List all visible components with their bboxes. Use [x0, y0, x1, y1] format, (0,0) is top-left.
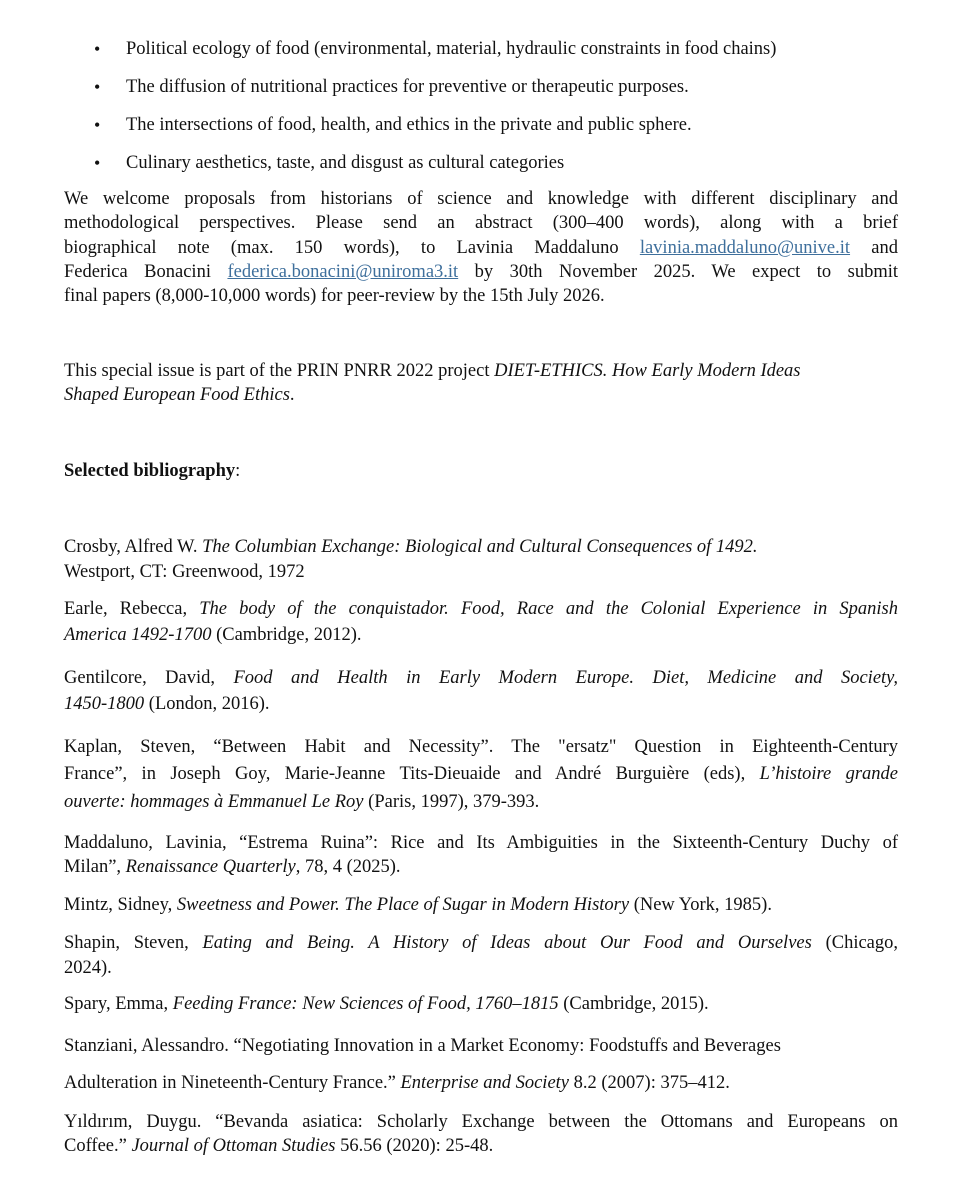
bib-line: Kaplan, Steven, “Between Habit and Necessity”. The "ersatz" Question in Eighteenth-Century — [64, 737, 898, 757]
bib-line — [64, 790, 539, 814]
bib-line: 2024). — [64, 958, 112, 978]
bib-pub: 56.56 (2020): 25-48. — [340, 1136, 494, 1156]
bib-line — [64, 762, 898, 786]
bib-title: ouverte: hommages à Emmanuel Le Roy — [64, 792, 364, 812]
bib-line — [64, 1134, 493, 1158]
bib-line — [64, 855, 401, 879]
bib-title: Food and Health in Early Modern Europe. Diet, Medicine and Society, — [233, 668, 898, 688]
cfp-text: by 30th November 2025. We expect to submit — [474, 262, 899, 282]
project-line — [64, 359, 801, 383]
bullet-icon: • — [94, 77, 101, 97]
bibliography-heading-colon: : — [235, 461, 241, 481]
bib-line — [64, 535, 758, 559]
bib-author: Gentilcore, David, — [64, 668, 216, 688]
bib-line: Westport, CT: Greenwood, 1972 — [64, 562, 305, 582]
cfp-line: methodological perspectives. Please send an abstract (300–400 words), along with a brief — [64, 213, 898, 233]
bib-author: Spary, Emma, — [64, 994, 169, 1014]
list-item: The diffusion of nutritional practices for preventive or therapeutic purposes. — [126, 77, 689, 97]
bib-text: France”, in Joseph Goy, Marie-Jeanne Tits-Dieuaide and André Burguière (eds), — [64, 764, 746, 784]
cfp-text: and — [871, 238, 899, 258]
bib-title: 1450-1800 — [64, 694, 145, 714]
email-link-bonacini[interactable]: federica.bonacini@uniroma3.it — [227, 262, 459, 282]
bib-line — [64, 666, 898, 690]
bib-pub: (New York, 1985). — [633, 895, 772, 915]
bib-text: Coffee.” — [64, 1136, 127, 1156]
bib-line: Maddaluno, Lavinia, “Estrema Ruina”: Rice and Its Ambiguities in the Sixteenth-Century Duchy of — [64, 833, 898, 853]
bib-line: Stanziani, Alessandro. “Negotiating Innovation in a Market Economy: Foodstuffs and Beverages — [64, 1036, 781, 1056]
project-text: This special issue is part of the PRIN PNRR 2022 project — [64, 361, 490, 381]
cfp-text: Federica Bonacini — [64, 262, 211, 282]
bib-line: Yıldırım, Duygu. “Bevanda asiatica: Scholarly Exchange between the Ottomans and Europeans on — [64, 1112, 898, 1132]
bib-line — [64, 992, 709, 1016]
bib-pub: (Cambridge, 2012). — [216, 625, 362, 645]
bib-title: Eating and Being. A History of Ideas about Our Food and Ourselves — [202, 933, 812, 953]
bib-line — [64, 692, 270, 716]
bibliography-heading — [64, 459, 240, 483]
bib-title: Enterprise and Society — [400, 1073, 570, 1093]
email-link-maddaluno[interactable]: lavinia.maddaluno@unive.it — [639, 238, 851, 258]
cfp-text: biographical note (max. 150 words), to Lavinia Maddaluno — [64, 238, 619, 258]
bib-pub: (Paris, 1997), 379-393. — [368, 792, 540, 812]
list-item: Political ecology of food (environmental, material, hydraulic constraints in food chains) — [126, 39, 777, 59]
bib-title: L’histoire grande — [759, 764, 898, 784]
bibliography-heading-text: Selected bibliography — [64, 461, 236, 481]
cfp-line: final papers (8,000-10,000 words) for peer-review by the 15th July 2026. — [64, 286, 605, 306]
bib-line — [64, 623, 362, 647]
cfp-line — [64, 236, 898, 260]
bib-author: Earle, Rebecca, — [64, 599, 188, 619]
bib-author: Mintz, Sidney, — [64, 895, 173, 915]
bib-text: Adulteration in Nineteenth-Century France.” — [64, 1073, 396, 1093]
bib-title: The Columbian Exchange: Biological and Cultural Consequences of 1492. — [202, 537, 758, 557]
bib-line — [64, 1071, 730, 1095]
bib-pub: (London, 2016). — [148, 694, 270, 714]
list-item: The intersections of food, health, and ethics in the private and public sphere. — [126, 115, 692, 135]
cfp-line — [64, 260, 898, 284]
bullet-icon: • — [94, 153, 101, 173]
bib-author: Shapin, Steven, — [64, 933, 189, 953]
bib-title: Feeding France: New Sciences of Food, 1760–1815 — [172, 994, 559, 1014]
bib-pub: 8.2 (2007): 375–412. — [573, 1073, 730, 1093]
cfp-line: We welcome proposals from historians of science and knowledge with different disciplinary and — [64, 189, 898, 209]
bib-title: America 1492-1700 — [64, 625, 212, 645]
bullet-icon: • — [94, 115, 101, 135]
bib-line — [64, 893, 772, 917]
list-item: Culinary aesthetics, taste, and disgust as cultural categories — [126, 153, 565, 173]
project-title: Shaped European Food Ethics — [64, 385, 290, 405]
project-text: . — [289, 385, 295, 405]
bullet-icon: • — [94, 39, 101, 59]
project-title: DIET-ETHICS. How Early Modern Ideas — [494, 361, 801, 381]
bib-pub: , 78, 4 (2025). — [295, 857, 401, 877]
bib-text: Milan”, — [64, 857, 122, 877]
bib-title: The body of the conquistador. Food, Race and the Colonial Experience in Spanish — [199, 599, 899, 619]
bib-line — [64, 931, 898, 955]
bib-title: Renaissance Quarterly — [125, 857, 296, 877]
bib-pub: (Chicago, — [825, 933, 899, 953]
bib-line — [64, 597, 898, 621]
bib-title: Sweetness and Power. The Place of Sugar in Modern History — [176, 895, 630, 915]
bib-pub: (Cambridge, 2015). — [563, 994, 709, 1014]
bib-author: Crosby, Alfred W. — [64, 537, 198, 557]
bib-title: Journal of Ottoman Studies — [131, 1136, 336, 1156]
project-line — [64, 383, 295, 407]
